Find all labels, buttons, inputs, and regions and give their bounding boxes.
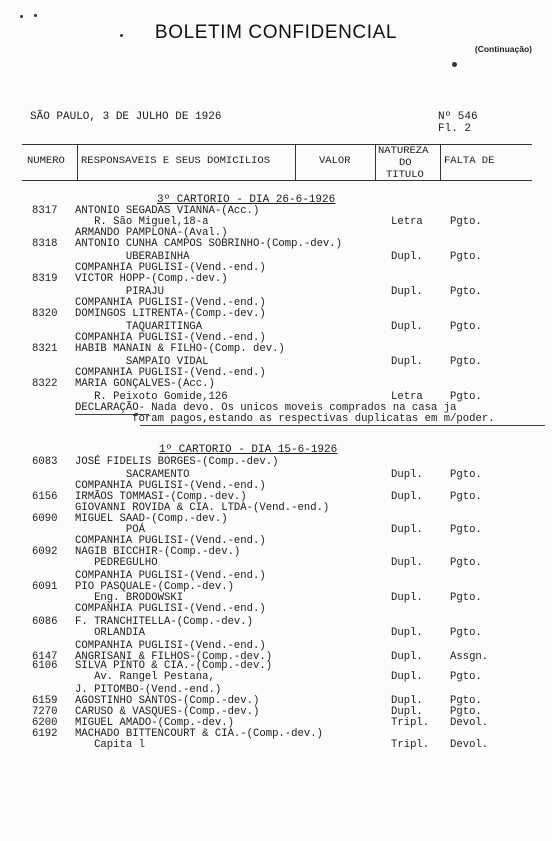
- entry-number: 6147: [32, 651, 58, 663]
- entry-title-type: Dupl.: [391, 557, 423, 569]
- entry-number: 6106: [32, 660, 58, 672]
- entry-title-type: Dupl.: [391, 524, 423, 536]
- column-header: [22, 144, 532, 181]
- bulletin-number-block: [438, 111, 478, 135]
- entry-text: COMPANHIA PUGLISI-(Vend.-end.): [75, 570, 266, 582]
- entry-number: 8319: [32, 273, 58, 285]
- entry-reason: Pgto.: [450, 524, 482, 536]
- entry-title-type: Dupl.: [391, 286, 423, 298]
- entry-text: MIGUEL AMADO-(Comp.-dev.): [75, 717, 234, 729]
- entry-text: TAQUARITINGA: [75, 321, 203, 333]
- entry-reason: Pgto.: [450, 216, 482, 228]
- entry-text: COMPANHIA PUGLISI-(Vend.-end.): [75, 262, 266, 274]
- entry-reason: Pgto.: [450, 391, 482, 403]
- entry-number: 8320: [32, 308, 58, 320]
- entry-number: 6086: [32, 616, 58, 628]
- entry-reason: Pgto.: [450, 592, 482, 604]
- entry-number: 8321: [32, 343, 58, 355]
- dateline: SÃO PAULO, 3 DE JULHO DE 1926: [30, 111, 222, 123]
- entry-text: J. PITOMBO-(Vend.-end.): [75, 684, 222, 696]
- entry-text: HABIB MANAIN & FILHO-(Comp. dev.): [75, 343, 285, 355]
- entry-reason: Pgto.: [450, 491, 482, 503]
- entry-text: COMPANHIA PUGLISI-(Vend.-end.): [75, 367, 266, 379]
- entry-text: Eng. BRODOWSKI: [75, 592, 184, 604]
- entry-reason: Pgto.: [450, 356, 482, 368]
- header-valor: VALOR: [319, 155, 351, 167]
- entry-text: R. Peixoto Gomide,126: [75, 391, 228, 403]
- entry-text: COMPANHIA PUGLISI-(Vend.-end.): [75, 640, 266, 652]
- entry-reason: Pgto.: [450, 251, 482, 263]
- entry-text: GIOVANNI ROVIDA & CIA. LTDA-(Vend.-end.): [75, 502, 330, 514]
- header-falta: FALTA DE: [444, 155, 495, 167]
- entry-number: 6091: [32, 581, 58, 593]
- entry-text: UBERABINHA: [75, 251, 190, 263]
- entry-reason: Pgto.: [450, 627, 482, 639]
- ink-speck: [34, 14, 37, 17]
- entry-text: COMPANHIA PUGLISI-(Vend.-end.): [75, 535, 266, 547]
- entry-reason: Devol.: [450, 717, 489, 729]
- entry-title-type: Tripl.: [391, 739, 430, 751]
- entry-text: ANTONIO CUNHA CAMPOS SOBRINHO-(Comp.-dev.): [75, 238, 343, 250]
- entry-text: JOSÉ FIDELIS BORGES-(Comp.-dev.): [75, 456, 279, 468]
- document-title: BOLETIM CONFIDENCIAL: [154, 22, 398, 43]
- entry-text: NAGIB BICCHIR-(Comp.-dev.): [75, 546, 241, 558]
- entry-number: 8318: [32, 238, 58, 250]
- entry-reason: Pgto.: [450, 557, 482, 569]
- entry-text: COMPANHIA PUGLISI-(Vend.-end.): [75, 332, 266, 344]
- entry-text: PEDREGULHO: [75, 557, 158, 569]
- entry-text: SAMPAIO VIDAL: [75, 356, 209, 368]
- sheet-number: Fl. 2: [438, 123, 472, 135]
- entry-text: VICTOR HOPP-(Comp.-dev.): [75, 273, 228, 285]
- entry-title-type: Dupl.: [391, 251, 423, 263]
- entry-number: 6156: [32, 491, 58, 503]
- header-responsaveis: RESPONSAVEIS E SEUS DOMICILIOS: [81, 155, 271, 167]
- entry-reason: Pgto.: [450, 321, 482, 333]
- entry-text: MARIA GONÇALVES-(Acc.): [75, 378, 215, 390]
- entry-text: ANGRISANI & FILHOS-(Comp.-dev.): [75, 651, 273, 663]
- entry-title-type: Dupl.: [391, 627, 423, 639]
- entry-title-type: Dupl.: [391, 469, 423, 481]
- entry-text: POÁ: [75, 524, 145, 536]
- entry-text: PIO PASQUALE-(Comp.-dev.): [75, 581, 234, 593]
- entry-number: 6083: [32, 456, 58, 468]
- entry-text: PIRAJU: [75, 286, 165, 298]
- entry-reason: Pgto.: [450, 286, 482, 298]
- entry-number: 6090: [32, 513, 58, 525]
- entry-text: MIGUEL SAAD-(Comp.-dev.): [75, 513, 228, 525]
- entry-text: SILVA PINTO & CIA.-(Comp.-dev.): [75, 660, 273, 672]
- entry-text: ORLANDIA: [75, 627, 145, 639]
- entry-text: SACRAMENTO: [75, 469, 190, 481]
- entry-text: ARMANDO PAMPLONA-(Aval.): [75, 227, 228, 239]
- header-numero: NUMERO: [27, 155, 65, 167]
- header-natureza-3: TITULO: [386, 169, 424, 181]
- declaration-text: foram pagos,estando as respectivas duplicatas em m/poder.: [75, 413, 495, 425]
- entry-title-type: Dupl.: [391, 706, 423, 718]
- ink-speck: [20, 15, 23, 18]
- entry-number: 6159: [32, 695, 58, 707]
- entry-reason: Assgn.: [450, 651, 489, 663]
- header-natureza-1: NATUREZA: [378, 145, 429, 157]
- entry-text: AGOSTINHO SANTOS-(Comp.-dev.): [75, 695, 260, 707]
- entry-title-type: Dupl.: [391, 651, 423, 663]
- continuation-label: (Continuação): [474, 44, 532, 54]
- entry-text: DOMINGOS LITRENTA-(Comp.-dev.): [75, 308, 266, 320]
- section-title-1o-cartorio: 1º CARTORIO - DIA 15-6-1926: [159, 444, 338, 456]
- entry-title-type: Dupl.: [391, 671, 423, 683]
- entry-reason: Devol.: [450, 739, 489, 751]
- entry-number: 7270: [32, 706, 58, 718]
- bulletin-number: Nº 546: [438, 111, 478, 123]
- entry-title-type: Dupl.: [391, 592, 423, 604]
- entry-text: CARUSO & VASQUES-(Comp.-dev.): [75, 706, 260, 718]
- entry-title-type: Dupl.: [391, 321, 423, 333]
- entry-text: COMPANHIA PUGLISI-(Vend.-end.): [75, 297, 266, 309]
- section-title-3o-cartorio: 3º CARTORIO - DIA 26-6-1926: [157, 194, 336, 206]
- entry-title-type: Letra: [391, 216, 423, 228]
- entry-title-type: Dupl.: [391, 695, 423, 707]
- entry-reason: Pgto.: [450, 706, 482, 718]
- entry-text: IRMÃOS TOMMASI-(Comp.-dev.): [75, 491, 247, 503]
- entry-text: ANTONIO SEGADAS VIANNA-(Acc.): [75, 205, 260, 217]
- ink-speck: [452, 62, 457, 67]
- entry-number: 8322: [32, 378, 58, 390]
- entry-title-type: Dupl.: [391, 356, 423, 368]
- entry-text: MACHADO BITTENCOURT & CIA.-(Comp.-dev.): [75, 728, 323, 740]
- entry-title-type: Tripl.: [391, 717, 430, 729]
- entry-reason: Pgto.: [450, 695, 482, 707]
- declaration-text: DECLARAÇÃO- Nada devo. Os unicos moveis comprados na casa ja: [75, 402, 457, 414]
- entry-text: Capita l: [75, 739, 145, 751]
- entry-text: F. TRANCHITELLA-(Comp.-dev.): [75, 616, 254, 628]
- header-natureza-2: DO: [399, 157, 412, 169]
- entry-number: 6092: [32, 546, 58, 558]
- entry-text: R. São Miguel,18-a: [75, 216, 209, 228]
- entry-text: COMPANHIA PUGLISI-(Vend.-end.): [75, 603, 266, 615]
- entry-text: COMPANHIA PUGLISI-(Vend.-end.): [75, 480, 266, 492]
- entry-reason: Pgto.: [450, 671, 482, 683]
- declaration-underline: [140, 425, 545, 426]
- entry-reason: Pgto.: [450, 469, 482, 481]
- entry-number: 6200: [32, 717, 58, 729]
- entry-title-type: Dupl.: [391, 491, 423, 503]
- entry-text: Av. Rangel Pestana,: [75, 671, 215, 683]
- entry-title-type: Letra: [391, 391, 423, 403]
- entry-number: 6192: [32, 728, 58, 740]
- entry-number: 8317: [32, 205, 58, 217]
